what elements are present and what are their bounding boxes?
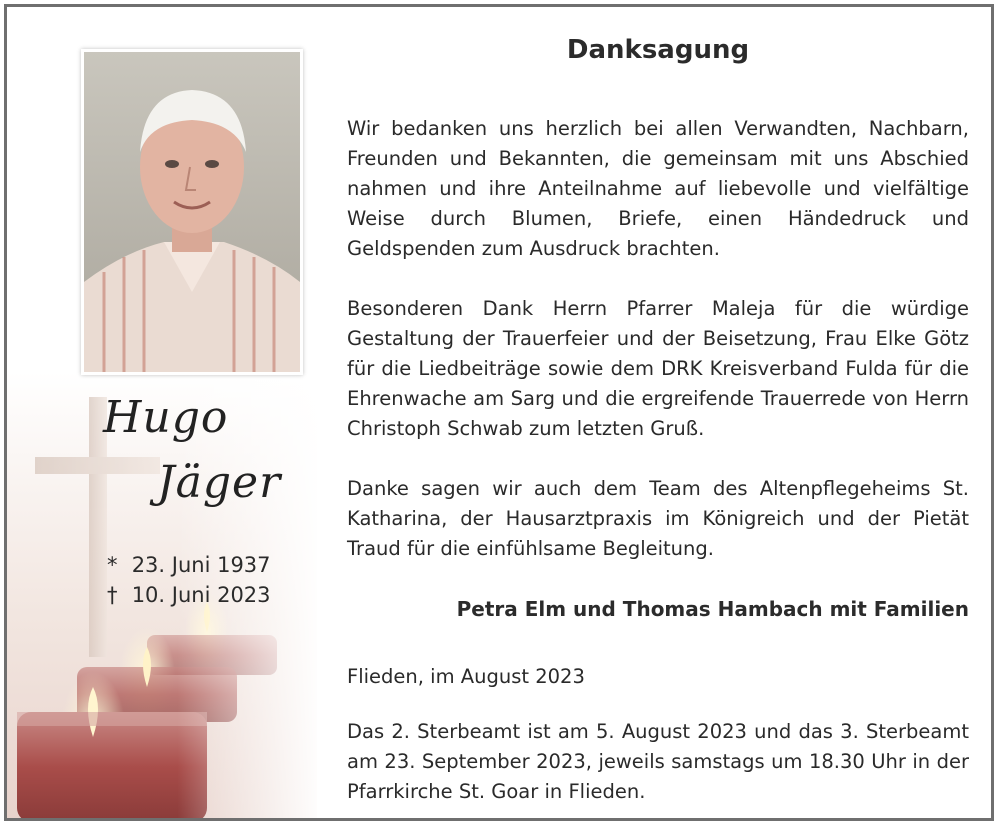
thanks-paragraph-1: Wir bedanken uns herzlich bei allen Verwandten, Nachbarn, Freunden und Bekannten, die gemeinsam mit uns Abschied nahmen und ihre Anteilnahme auf liebevolle und vielfältige Weise durch Blumen, Briefe, einen Händedruck und Geldspenden zum Ausdruck brachten. xyxy=(347,117,969,260)
first-name: Hugo xyxy=(103,392,229,443)
last-name: Jäger xyxy=(157,457,282,508)
thanks-paragraph-2: Besonderen Dank Herrn Pfarrer Maleja für die würdige Gestaltung der Trauerfeier und der Beisetzung, Frau Elke Götz für die Liedbeiträge sowie dem DRK Kreisverband Fulda für die Ehrenwache am Sarg und die ergreifende Trauerrede von Herrn Christoph Schwab zum letzten Gruß. xyxy=(347,297,969,440)
death-cross-icon: † xyxy=(107,583,118,607)
life-dates xyxy=(107,550,271,610)
thanks-paragraph-3: Danke sagen wir auch dem Team des Altenpflegeheims St. Katharina, der Hausarztpraxis im Königreich und der Pietät Traud für die einfühlsame Begleitung. xyxy=(347,477,969,560)
birth-date: 23. Juni 1937 xyxy=(131,553,271,577)
death-date: 10. Juni 2023 xyxy=(131,583,271,607)
obituary-frame xyxy=(4,4,994,821)
birth-star-icon: * xyxy=(107,553,118,577)
birth-date-row xyxy=(107,550,271,580)
place-date: Flieden, im August 2023 xyxy=(347,665,585,688)
notice-title: Danksagung xyxy=(566,35,750,65)
signature: Petra Elm und Thomas Hambach mit Familien xyxy=(456,597,969,621)
left-panel xyxy=(7,7,317,818)
death-date-row xyxy=(107,580,271,610)
portrait-photo xyxy=(81,49,303,375)
requiem-paragraph: Das 2. Sterbeamt ist am 5. August 2023 und das 3. Sterbeamt am 23. September 2023, jeweils samstags um 18.30 Uhr in der Pfarrkirche St. Goar in Flieden. xyxy=(347,720,969,803)
